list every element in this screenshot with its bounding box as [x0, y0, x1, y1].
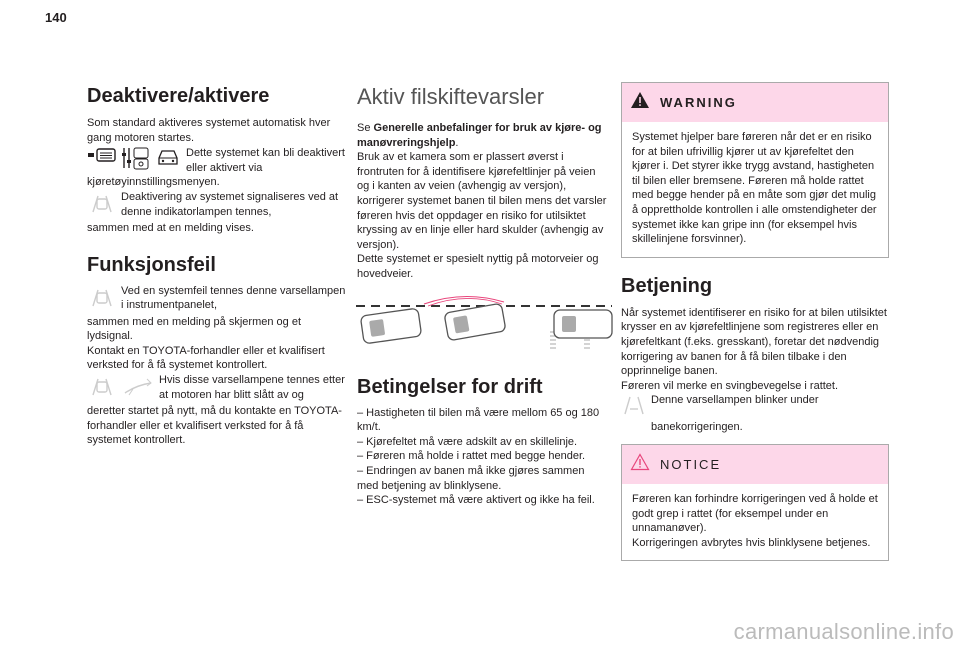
paragraph-restart: Hvis disse varsellampene tennes etter at motoren har blitt slått av og [159, 373, 345, 401]
notice-triangle-icon [630, 453, 650, 476]
car-settings-icon [121, 146, 151, 175]
heading-conditions: Betingelser for drift [357, 375, 543, 398]
paragraph-correction: Denne varsellampen blinker under [651, 394, 819, 407]
menu-settings-icon [87, 146, 117, 169]
paragraph-fault-message: sammen med en melding på skjermen og et lydsignal. [87, 315, 301, 343]
paragraph-correction-end: banekorrigeringen. [651, 421, 743, 434]
notice-text [622, 484, 888, 560]
column-left [87, 78, 349, 448]
paragraph-deactivate: Dette systemet kan bli deaktivert eller aktivert via [186, 147, 345, 174]
icon-row-indicator [87, 190, 349, 221]
heading-lane-departure: Aktiv filskiftevarsler [357, 84, 545, 109]
condition-item: – Føreren må holde i rattet med begge hender. [357, 450, 586, 463]
condition-item: – ESC-systemet må være aktivert og ikke ha feil. [357, 494, 595, 507]
conditions-list [357, 406, 607, 508]
notice-label: NOTICE [660, 456, 722, 472]
warning-triangle-icon [630, 91, 650, 114]
watermark: carmanualsonline.info [733, 619, 954, 644]
heading-fault: Funksjonsfeil [87, 253, 216, 276]
notice-paragraph-1: Føreren kan forhindre korrigeringen ved å holde et godt grep i rattet (for eksempel under en unnamanøver). [632, 492, 878, 535]
see-suffix: . [455, 136, 459, 149]
see-prefix: Se [357, 122, 374, 134]
paragraph-menu: kjøretøyinnstillingsmenyen. [87, 176, 220, 189]
lane-fault-icon [87, 284, 117, 315]
paragraph-motorways: Dette systemet er spesielt nyttig på motorveier og hovedveier. [357, 253, 599, 280]
paragraph-see [357, 121, 607, 150]
icon-row-correction [621, 393, 889, 422]
notice-paragraph-2: Korrigeringen avbrytes hvis blinklysene betjenes. [632, 536, 871, 549]
condition-item: – Endringen av banen må ikke gjøres sammen med betjening av blinklysene. [357, 464, 585, 492]
paragraph-indicator: Deaktivering av systemet signaliseres ved at denne indikatorlampen tennes, [121, 190, 339, 218]
warning-header [622, 83, 888, 122]
car-front-icon [155, 146, 181, 173]
notice-box [621, 444, 889, 561]
heading-operation: Betjening [621, 274, 713, 297]
paragraph-fault: Ved en systemfeil tennes denne varsellampen i instrumentpanelet, [121, 284, 346, 312]
icon-row-settings [87, 146, 349, 175]
paragraph-message: sammen med at en melding vises. [87, 221, 254, 234]
notice-header [622, 445, 888, 484]
paragraph-steering: Føreren vil merke en svingbevegelse i rattet. [621, 379, 839, 392]
lane-indicator-icon [87, 190, 117, 221]
heading-deactivate: Deaktivere/aktivere [87, 85, 270, 107]
icon-row-restart [87, 373, 349, 404]
page-number: 140 [45, 10, 67, 25]
column-right [621, 78, 889, 561]
see-link[interactable]: Generelle anbefalinger for bruk av kjøre- og manøvreringshjelp [357, 122, 602, 149]
column-middle [357, 78, 607, 508]
condition-item: – Hastigheten til bilen må være mellom 65 og 180 km/t. [357, 406, 600, 434]
paragraph-operation: Når systemet identifiserer en risiko for at bilen utilsiktet krysser en av kjørefeltlinjene som registreres eller en kjørefeltkant (f.eks. gresskant), foretar det nødvendig korrigering av banen for å få bilen tilbake i den opprinnelige banen. [621, 306, 887, 378]
paragraph-restart-contact: deretter startet på nytt, må du kontakte en TOYOTA-forhandler eller et kvalifisert verksted for å få systemet kontrollert. [87, 404, 342, 447]
lane-fault-icon-2 [87, 373, 117, 404]
warning-text: Systemet hjelper bare føreren når det er en risiko for at bilen ufrivillig kjører ut av kjørefeltet den kjører i. Det styrer ikke trygg avstand, hastigheten til bilen eller bremsene. Føreren må holde rattet med begge hender på en måte som gjør det mulig å opprettholde kontrollen i alle omstendigheter der systemet ikke kan gripe inn (for eksempel hvis skillelinjene forsvinner). [632, 131, 877, 246]
condition-item: – Kjørefeltet må være adskilt av en skillelinje. [357, 435, 578, 448]
paragraph-camera: Bruk av et kamera som er plassert øverst i frontruten for å identifisere kjørefeltlinjer på veien og i kanten av veien (avhengig av versjon), korrigerer systemet banen til bilen mens det varsler føreren hvis det oppdager en risiko for utilsiktet kryssing av en linje eller hard skulder (avhengig av versjon). [357, 151, 607, 251]
icon-row-fault [87, 284, 349, 315]
paragraph-default: Som standard aktiveres systemet automatisk hver gang motoren startes. [87, 117, 331, 144]
lane-correction-diagram [354, 292, 607, 367]
lane-correction-icon [621, 393, 647, 422]
warning-label: WARNING [660, 95, 737, 110]
steering-lane-icon [121, 373, 155, 404]
warning-box [621, 82, 889, 258]
paragraph-contact: Kontakt en TOYOTA-forhandler eller et kvalifisert verksted for å få systemet kontrollert. [87, 344, 325, 372]
